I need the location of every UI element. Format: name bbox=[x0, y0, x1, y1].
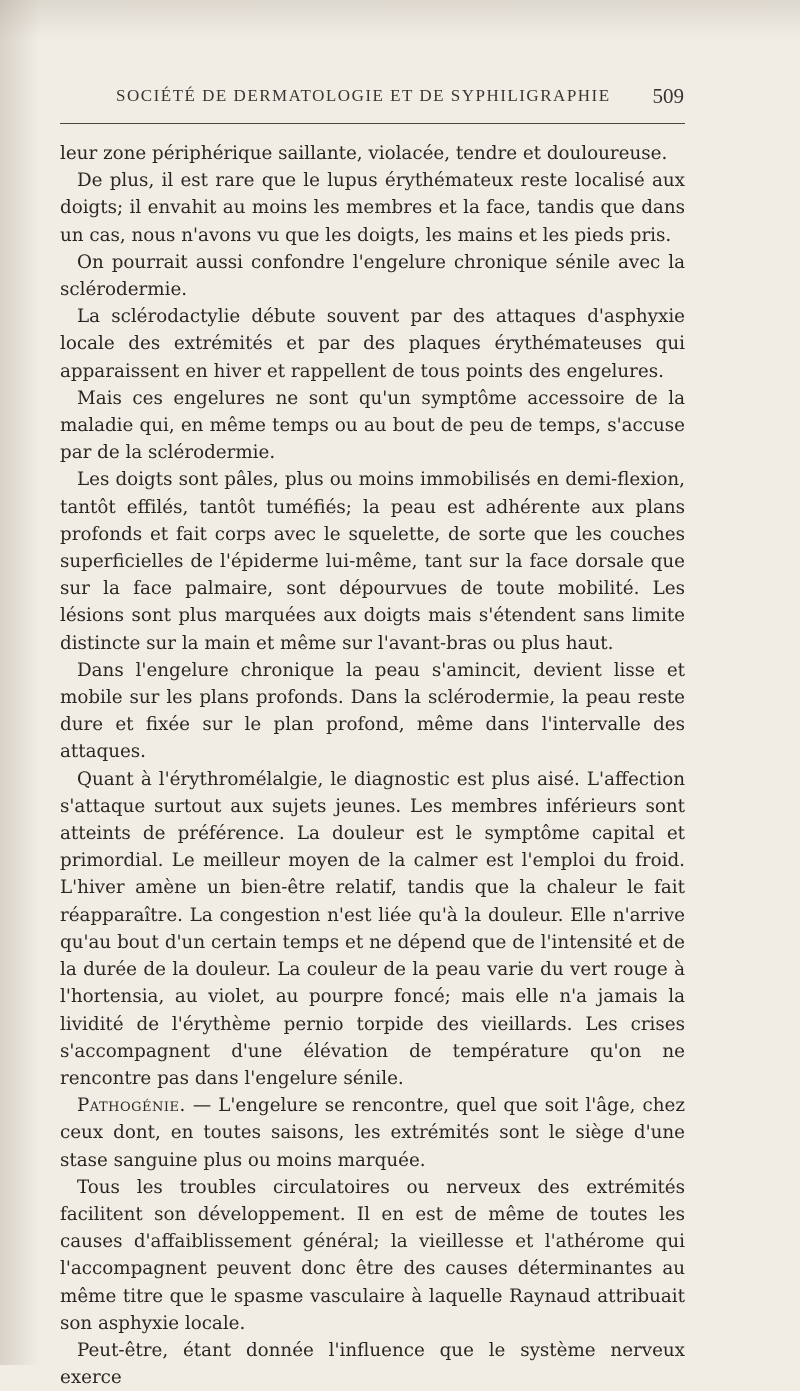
running-header bbox=[116, 84, 684, 114]
paragraph-10: Tous les troubles circulatoires ou nerveux des extrémités facilitent son développement. Il en est de même de toutes les causes d'affaiblissement général; la vieillesse et l'athérome qui l'accompagnent peuvent donc être des causes déterminantes au même titre que le spasme vasculaire à laquelle Raynaud attribuait son asphyxie locale. bbox=[60, 1176, 685, 1334]
paragraph-6: Les doigts sont pâles, plus ou moins immobilisés en demi-flexion, tantôt effilés, tantôt tuméfiés; la peau est adhérente aux plans profonds et fait corps avec le squelette, de sorte que les couches superficielles de l'épiderme lui-même, tant sur la face dorsale que sur la face palmaire, sont dépourvues de toute mobilité. Les lésions sont plus marquées aux doigts mais s'étendent sans limite distincte sur la main et même sur l'avant-bras ou plus haut. bbox=[60, 469, 685, 654]
paragraph-4: La sclérodactylie débute souvent par des attaques d'asphyxie locale des extrémités et par des plaques érythémateuses qui apparaissent en hiver et rappellent de tous points des engelures. bbox=[60, 306, 685, 382]
paragraph-9-text: — L'engelure se rencontre, quel que soit l'âge, chez ceux dont, en toutes saisons, les extrémités sont le siège d'une stase sanguine plus ou moins marquée. bbox=[60, 1095, 685, 1171]
paragraph-3: On pourrait aussi confondre l'engelure chronique sénile avec la sclérodermie. bbox=[60, 251, 685, 301]
paragraph-9 bbox=[60, 1092, 685, 1174]
section-heading-pathogenie: Pathogénie. bbox=[77, 1095, 186, 1117]
header-rule bbox=[60, 123, 685, 124]
page-number: 509 bbox=[652, 84, 684, 108]
page-shadow-top bbox=[0, 0, 800, 40]
page-shadow-left bbox=[0, 0, 40, 1365]
paragraph-5: Mais ces engelures ne sont qu'un symptôme accessoire de la maladie qui, en même temps ou au bout de peu de temps, s'accuse par de la sclérodermie. bbox=[60, 387, 685, 464]
paragraph-2: De plus, il est rare que le lupus érythémateux reste localisé aux doigts; il envahit au moins les membres et la face, tandis que dans un cas, nous n'avons vu que les doigts, les mains et les pieds pris. bbox=[60, 170, 685, 246]
paragraph-1: leur zone périphérique saillante, violacée, tendre et douloureuse. bbox=[60, 143, 668, 164]
paragraph-11: Peut-être, étant donnée l'influence que le système nerveux exerce bbox=[60, 1339, 685, 1389]
running-title: SOCIÉTÉ DE DERMATOLOGIE ET DE SYPHILIGRAPHIE bbox=[116, 86, 611, 105]
body-text bbox=[60, 140, 685, 1391]
paragraph-7: Dans l'engelure chronique la peau s'amincit, devient lisse et mobile sur les plans profonds. Dans la sclérodermie, la peau reste dure et fixée sur le plan profond, même dans l'intervalle des attaques. bbox=[60, 659, 685, 763]
paragraph-8: Quant à l'érythromélalgie, le diagnostic est plus aisé. L'affection s'attaque surtout aux sujets jeunes. Les membres inférieurs sont atteints de préférence. La douleur est le symptôme capital et primordial. Le meilleur moyen de la calmer est l'emploi du froid. L'hiver amène un bien-être relatif, tandis que la chaleur le fait réapparaître. La congestion n'est liée qu'à la douleur. Elle n'arrive qu'au bout d'un certain temps et ne dépend que de l'intensité et de la durée de la douleur. La couleur de la peau varie du vert rouge à l'hortensia, au violet, au pourpre foncé; mais elle n'a jamais la lividité de l'érythème pernio torpide des vieillards. Les crises s'accompagnent d'une élévation de température qu'on ne rencontre pas dans l'engelure sénile. bbox=[60, 768, 685, 1089]
